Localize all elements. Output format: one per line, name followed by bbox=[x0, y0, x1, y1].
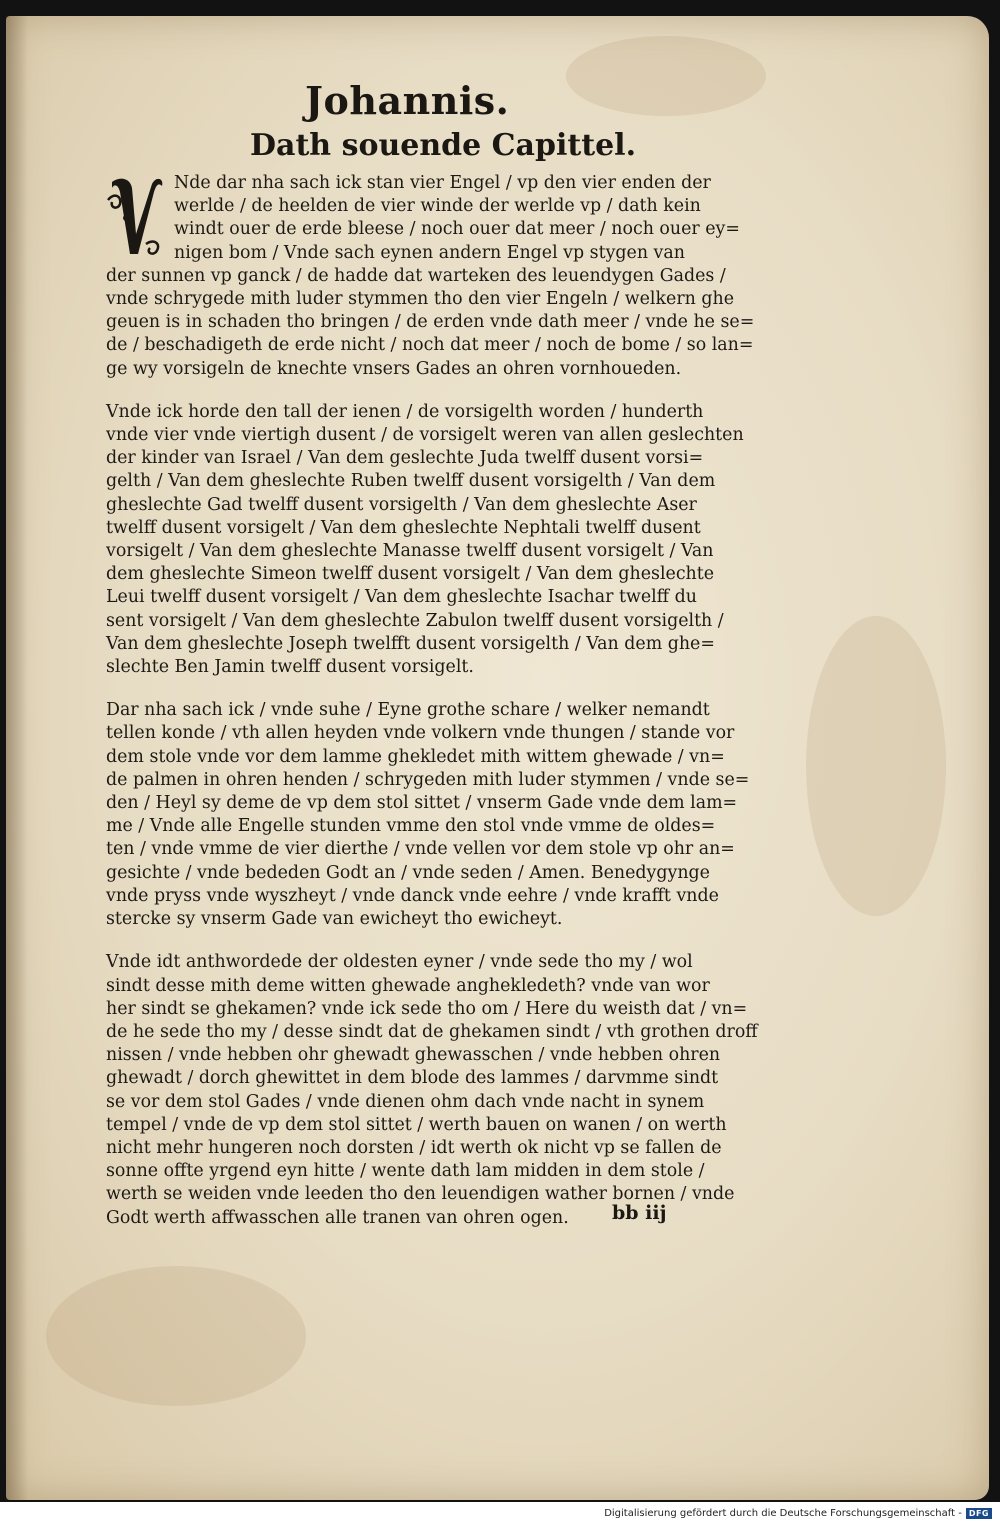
text-line: werth se weiden vnde leeden tho den leuendigen wather bornen / vnde bbox=[106, 1184, 735, 1205]
dfg-logo: DFG bbox=[966, 1508, 992, 1519]
paragraph-2 bbox=[106, 401, 766, 679]
text-line: her sindt se ghekamen? vnde ick sede tho om / Here du weisth dat / vn= bbox=[106, 998, 748, 1019]
text-line: sonne offte yrgend eyn hitte / wente dath lam midden in dem stole / bbox=[106, 1161, 705, 1182]
paragraph-4 bbox=[106, 951, 766, 1229]
text-line: Van dem gheslechte Joseph twelfft dusent vorsigelth / Van dem ghe= bbox=[106, 633, 715, 654]
text-line: windt ouer de erde bleese / noch ouer dat meer / noch ouer ey= bbox=[174, 219, 740, 240]
text-line: me / Vnde alle Engelle stunden vmme den stol vnde vmme de oldes= bbox=[106, 816, 716, 837]
paper-stain bbox=[46, 1266, 306, 1406]
text-line: ghewadt / dorch ghewittet in dem blode des lammes / darvmme sindt bbox=[106, 1068, 719, 1089]
paragraph-3 bbox=[106, 699, 766, 931]
text-line: vorsigelt / Van dem gheslechte Manasse twelff dusent vorsigelt / Van bbox=[106, 541, 714, 562]
text-line: gesichte / vnde bededen Godt an / vnde seden / Amen. Benedygynge bbox=[106, 862, 710, 883]
text-line: gelth / Van dem gheslechte Ruben twelff dusent vorsigelth / Van dem bbox=[106, 471, 716, 492]
text-line: se vor dem stol Gades / vnde dienen ohm dach vnde nacht in synem bbox=[106, 1091, 705, 1112]
text-line: werlde / de heelden de vier winde der werlde vp / dath kein bbox=[174, 196, 701, 217]
text-line: Dar nha sach ick / vnde suhe / Eyne grothe schare / welker nemandt bbox=[106, 700, 710, 721]
credit-text: Digitalisierung gefördert durch die Deutsche Forschungsgemeinschaft - bbox=[604, 1508, 962, 1519]
text-line: gheslechte Gad twelff dusent vorsigelth / Van dem gheslechte Aser bbox=[106, 494, 697, 515]
running-title: Johannis. bbox=[305, 78, 510, 123]
text-line: geuen is in schaden tho bringen / de erden vnde dath meer / vnde he se= bbox=[106, 312, 755, 333]
text-line: ge wy vorsigeln de knechte vnsers Gades an ohren vornhoueden. bbox=[106, 358, 682, 379]
text-line: tellen konde / vth allen heyden vnde volkern vnde thungen / stande vor bbox=[106, 723, 735, 744]
text-line: slechte Ben Jamin twelff dusent vorsigelt. bbox=[106, 657, 474, 678]
text-line: de palmen in ohren henden / schrygeden mith luder stymmen / vnde se= bbox=[106, 769, 750, 790]
text-line: dem gheslechte Simeon twelff dusent vorsigelt / Van dem gheslechte bbox=[106, 564, 715, 585]
chapter-title: Dath souende Capittel. bbox=[250, 128, 637, 163]
text-line: dem stole vnde vor dem lamme ghekledet mith wittem ghewade / vn= bbox=[106, 746, 725, 767]
text-line: nigen bom / Vnde sach eynen andern Engel vp stygen van bbox=[174, 242, 685, 263]
text-line: der kinder van Israel / Van dem geslechte Juda twelff dusent vorsi= bbox=[106, 448, 704, 469]
text-line: vnde pryss vnde wyszheyt / vnde danck vnde eehre / vnde krafft vnde bbox=[106, 885, 719, 906]
text-line: nissen / vnde hebben ohr ghewadt ghewasschen / vnde hebben ohren bbox=[106, 1045, 721, 1066]
body-text bbox=[106, 172, 766, 1250]
text-line: nicht mehr hungeren noch dorsten / idt werth ok nicht vp se fallen de bbox=[106, 1137, 722, 1158]
text-line: Godt werth affwasschen alle tranen van ohren ogen. bbox=[106, 1207, 569, 1228]
text-line: sindt desse mith deme witten ghewade anghekledeth? vnde van wor bbox=[106, 975, 710, 996]
text-line: vnde schrygede mith luder stymmen tho den vier Engeln / welkern ghe bbox=[106, 289, 734, 310]
text-line: sent vorsigelt / Van dem gheslechte Zabulon twelff dusent vorsigelth / bbox=[106, 610, 724, 631]
credit-footer bbox=[604, 1508, 992, 1519]
text-line: stercke sy vnserm Gade van ewicheyt tho ewicheyt. bbox=[106, 909, 563, 930]
text-line: tempel / vnde de vp dem stol sittet / werth bauen on wanen / on werth bbox=[106, 1114, 727, 1135]
text-line: ten / vnde vmme de vier dierthe / vnde vellen vor dem stole vp ohr an= bbox=[106, 839, 735, 860]
text-line: de / beschadigeth de erde nicht / noch dat meer / noch de bome / so lan= bbox=[106, 335, 754, 356]
text-line: den / Heyl sy deme de vp dem stol sittet / vnserm Gade vnde dem lam= bbox=[106, 793, 738, 814]
text-line: Vnde idt anthwordede der oldesten eyner / vnde sede tho my / wol bbox=[106, 952, 693, 973]
decorated-initial-icon bbox=[106, 174, 166, 262]
text-line: twelff dusent vorsigelt / Van dem gheslechte Nephtali twelff dusent bbox=[106, 517, 701, 538]
text-line: Leui twelff dusent vorsigelt / Van dem gheslechte Isachar twelff du bbox=[106, 587, 697, 608]
text-line: vnde vier vnde viertigh dusent / de vorsigelt weren van allen geslechten bbox=[106, 425, 744, 446]
paper-stain bbox=[566, 36, 766, 116]
paragraph-1 bbox=[106, 172, 766, 381]
text-line: de he sede tho my / desse sindt dat de ghekamen sindt / vth grothen droff bbox=[106, 1021, 758, 1042]
text-line: Vnde ick horde den tall der ienen / de vorsigelth worden / hunderth bbox=[106, 401, 704, 422]
text-line: Nde dar nha sach ick stan vier Engel / vp den vier enden der bbox=[174, 173, 711, 193]
text-line: der sunnen vp ganck / de hadde dat warteken des leuendygen Gades / bbox=[106, 265, 726, 286]
paper-stain bbox=[806, 616, 946, 916]
signature-mark: bb iij bbox=[612, 1202, 667, 1224]
